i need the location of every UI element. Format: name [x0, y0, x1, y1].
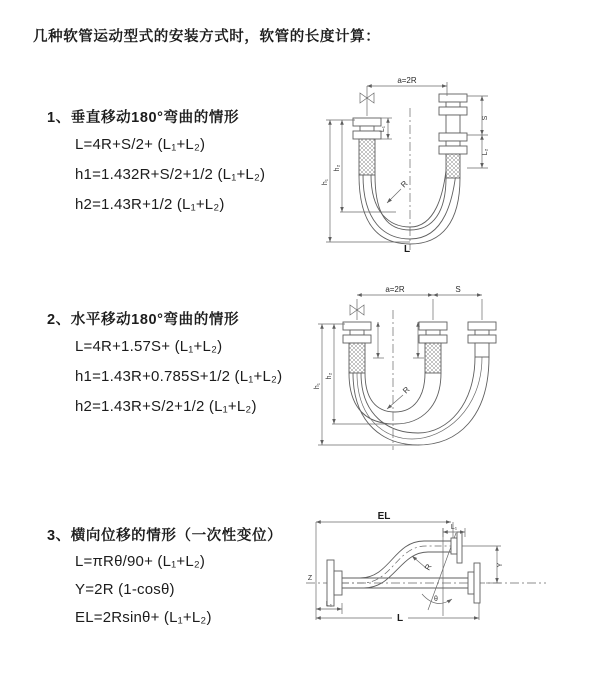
- dim-label-a2r: a=2R: [397, 76, 417, 85]
- braided-hose-section: [349, 343, 365, 373]
- section-1-formula-h1: h1=1.432R+S/2+1/2 (L₁+L₂): [75, 166, 266, 183]
- dimension-s: [433, 285, 482, 320]
- left-flange: [327, 560, 342, 606]
- dimension-a2r: [367, 76, 447, 96]
- diagram-lateral-displacement: [298, 508, 560, 642]
- hose-curves: [349, 357, 489, 445]
- dim-label-y: Y: [497, 562, 504, 568]
- braided-hose-section: [446, 154, 460, 178]
- dimension-l: [316, 603, 479, 624]
- dim-label-l2: L₂: [482, 148, 489, 156]
- dimension-end-left: [373, 322, 384, 358]
- section-2-formula-h2: h2=1.43R+S/2+1/2 (L₁+L₂): [75, 398, 257, 415]
- dim-label-h1: h₁: [314, 382, 321, 390]
- radius-callout: [387, 179, 410, 203]
- radius-callout: [387, 385, 412, 409]
- dim-label-r: R: [401, 384, 412, 396]
- dim-label-r: R: [399, 178, 410, 190]
- page-title: 几种软管运动型式的安装方式时，软管的长度计算：: [33, 29, 381, 45]
- middle-flange: [419, 322, 447, 373]
- hose-s-curve: [342, 541, 451, 588]
- dim-label-s: S: [482, 115, 489, 121]
- section-2-formula-h1: h1=1.43R+0.785S+1/2 (L₁+L₂): [75, 368, 283, 385]
- dim-label-theta: θ: [434, 596, 438, 603]
- dim-label-l: L: [396, 613, 404, 624]
- dim-label-s: S: [455, 285, 461, 294]
- radius-callout: [412, 556, 434, 572]
- dim-label-h2: h₂: [326, 372, 333, 380]
- dim-label-l1: L₁: [450, 524, 458, 531]
- dim-label-r: R: [422, 562, 434, 572]
- lower-right-flange: [468, 563, 480, 603]
- dim-label-l1: L₁: [325, 601, 333, 608]
- dimension-l2: [467, 135, 489, 168]
- diagram-vertical-180-bend: [300, 70, 530, 258]
- braided-hose-section: [425, 343, 441, 373]
- right-lower-flange: [439, 133, 467, 178]
- dim-label-l: L: [403, 244, 411, 255]
- dimension-a2r: [357, 285, 433, 320]
- dimension-l1-bottom: [316, 601, 342, 614]
- section-3-formula-EL: EL=2Rsinθ+ (L₁+L₂): [75, 609, 212, 626]
- section-3-formula-Y: Y=2R (1-cosθ): [75, 581, 175, 598]
- left-flange: [353, 118, 381, 175]
- diagram-horizontal-180-bend: [300, 282, 545, 462]
- dim-label-el: EL: [377, 511, 391, 522]
- section-2-formula-L: L=4R+1.57S+ (L₁+L₂): [75, 338, 223, 355]
- valve-icon: [350, 299, 364, 320]
- section-1-formula-h2: h2=1.43R+1/2 (L₁+L₂): [75, 196, 225, 213]
- dimension-el: [316, 511, 453, 620]
- dimension-s: [467, 96, 489, 135]
- dim-label-h2: h₂: [334, 164, 341, 172]
- section-1-formula-L: L=4R+S/2+ (L₁+L₂): [75, 136, 206, 153]
- section-3-formula-L: L=πRθ/90+ (L₁+L₂): [75, 553, 206, 570]
- dim-label-l1: L₁: [379, 125, 386, 133]
- valve-icon: [360, 86, 374, 116]
- right-flange: [468, 322, 496, 357]
- section-3-heading: 3、横向位移的情形（一次性变位）: [47, 528, 283, 544]
- dim-label-a2r: a=2R: [385, 285, 405, 294]
- axis-mark-z: Z: [307, 575, 313, 582]
- left-flange: [343, 322, 371, 373]
- braided-hose-section: [359, 139, 375, 175]
- dim-label-h1: h₁: [322, 178, 329, 186]
- right-upper-flange: [439, 94, 467, 133]
- section-1-heading: 1、垂直移动180°弯曲的情形: [47, 110, 240, 126]
- section-2-heading: 2、水平移动180°弯曲的情形: [47, 312, 240, 328]
